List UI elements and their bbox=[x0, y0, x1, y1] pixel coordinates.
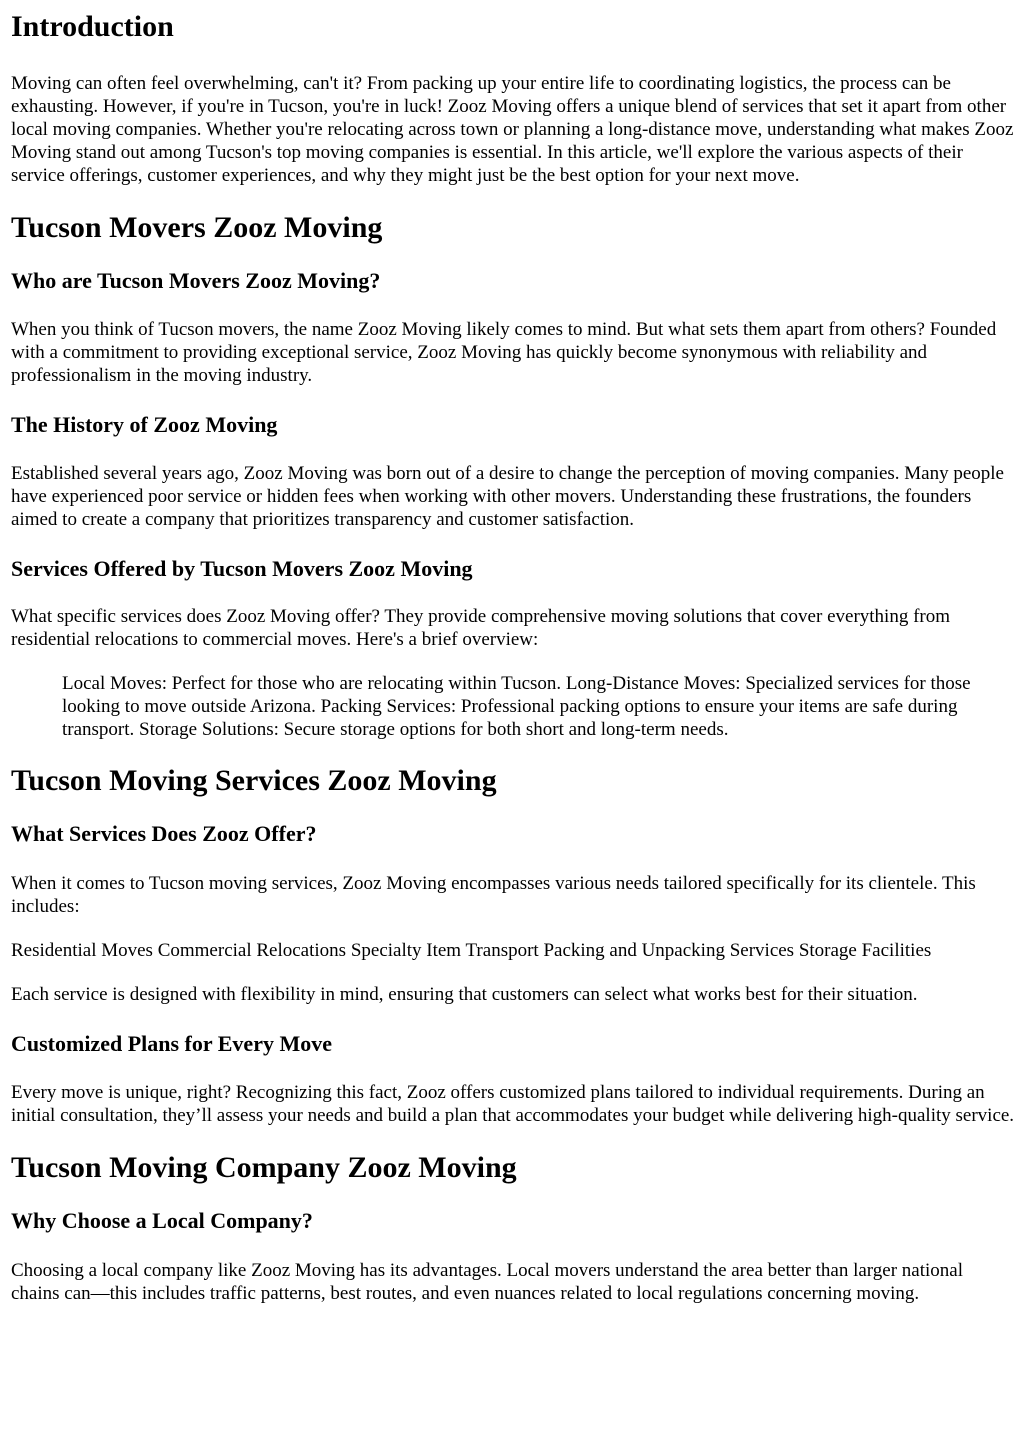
paragraph-introduction: Moving can often feel overwhelming, can't it? From packing up your entire life to coordinating logistics, the process can be exhausting. However, if you're in Tucson, you're in luck! Zooz Moving offers a unique blend of services that set it apart from other local moving companies. Whether you're relocating across town or planning a long-distance move, understanding what makes Zooz Moving stand out among Tucson's top moving companies is essential. In this article, we'll explore the various aspects of their service offerings, customer experiences, and why they might just be the best option for your next move. bbox=[11, 73, 1014, 186]
subheading-customized-plans: Customized Plans for Every Move bbox=[11, 1031, 332, 1056]
heading-tucson-moving-company: Tucson Moving Company Zooz Moving bbox=[11, 1151, 517, 1184]
paragraph-what-services: When it comes to Tucson moving services, Zooz Moving encompasses various needs tailored specifically for its clientele. This includes: bbox=[11, 873, 976, 917]
heading-tucson-moving-services: Tucson Moving Services Zooz Moving bbox=[11, 764, 497, 797]
paragraph-services-list: Residential Moves Commercial Relocations Specialty Item Transport Packing and Unpacking Services Storage Facilities bbox=[11, 940, 932, 961]
paragraph-services-offered: What specific services does Zooz Moving offer? They provide comprehensive moving solutions that cover everything from residential relocations to commercial moves. Here's a brief overview: bbox=[11, 606, 951, 650]
paragraph-history: Established several years ago, Zooz Moving was born out of a desire to change the perception of moving companies. Many people have experienced poor service or hidden fees when working with other movers. Understanding these frustrations, the founders aimed to create a company that prioritizes transparency and customer satisfaction. bbox=[11, 463, 1004, 530]
heading-introduction: Introduction bbox=[11, 10, 174, 43]
paragraph-who-are-movers: When you think of Tucson movers, the name Zooz Moving likely comes to mind. But what sets them apart from others? Founded with a commitment to providing exceptional service, Zooz Moving has quickly become synonymous with reliability and professionalism in the moving industry. bbox=[11, 319, 997, 386]
subheading-why-local: Why Choose a Local Company? bbox=[11, 1208, 313, 1233]
heading-tucson-movers: Tucson Movers Zooz Moving bbox=[11, 211, 383, 244]
paragraph-why-local: Choosing a local company like Zooz Moving has its advantages. Local movers understand the area better than larger national chains can—this includes traffic patterns, best routes, and even nuances related to local regulations concerning moving. bbox=[11, 1260, 963, 1304]
subheading-what-services: What Services Does Zooz Offer? bbox=[11, 821, 317, 846]
paragraph-each-service: Each service is designed with flexibility in mind, ensuring that customers can select what works best for their situation. bbox=[11, 984, 918, 1005]
blockquote-services-overview: Local Moves: Perfect for those who are relocating within Tucson. Long-Distance Moves: Specialized services for those looking to move outside Arizona. Packing Services: Professional packing options to ensure your items are safe during transport. Storage Solutions: Secure storage options for both short and long-term needs. bbox=[62, 673, 971, 740]
subheading-who-are-movers: Who are Tucson Movers Zooz Moving? bbox=[11, 268, 381, 293]
paragraph-customized-plans: Every move is unique, right? Recognizing this fact, Zooz offers customized plans tailored to individual requirements. During an initial consultation, they’ll assess your needs and build a plan that accommodates your budget while delivering high-quality service. bbox=[11, 1082, 1015, 1126]
subheading-services-offered: Services Offered by Tucson Movers Zooz Moving bbox=[11, 556, 473, 581]
subheading-history: The History of Zooz Moving bbox=[11, 412, 278, 437]
